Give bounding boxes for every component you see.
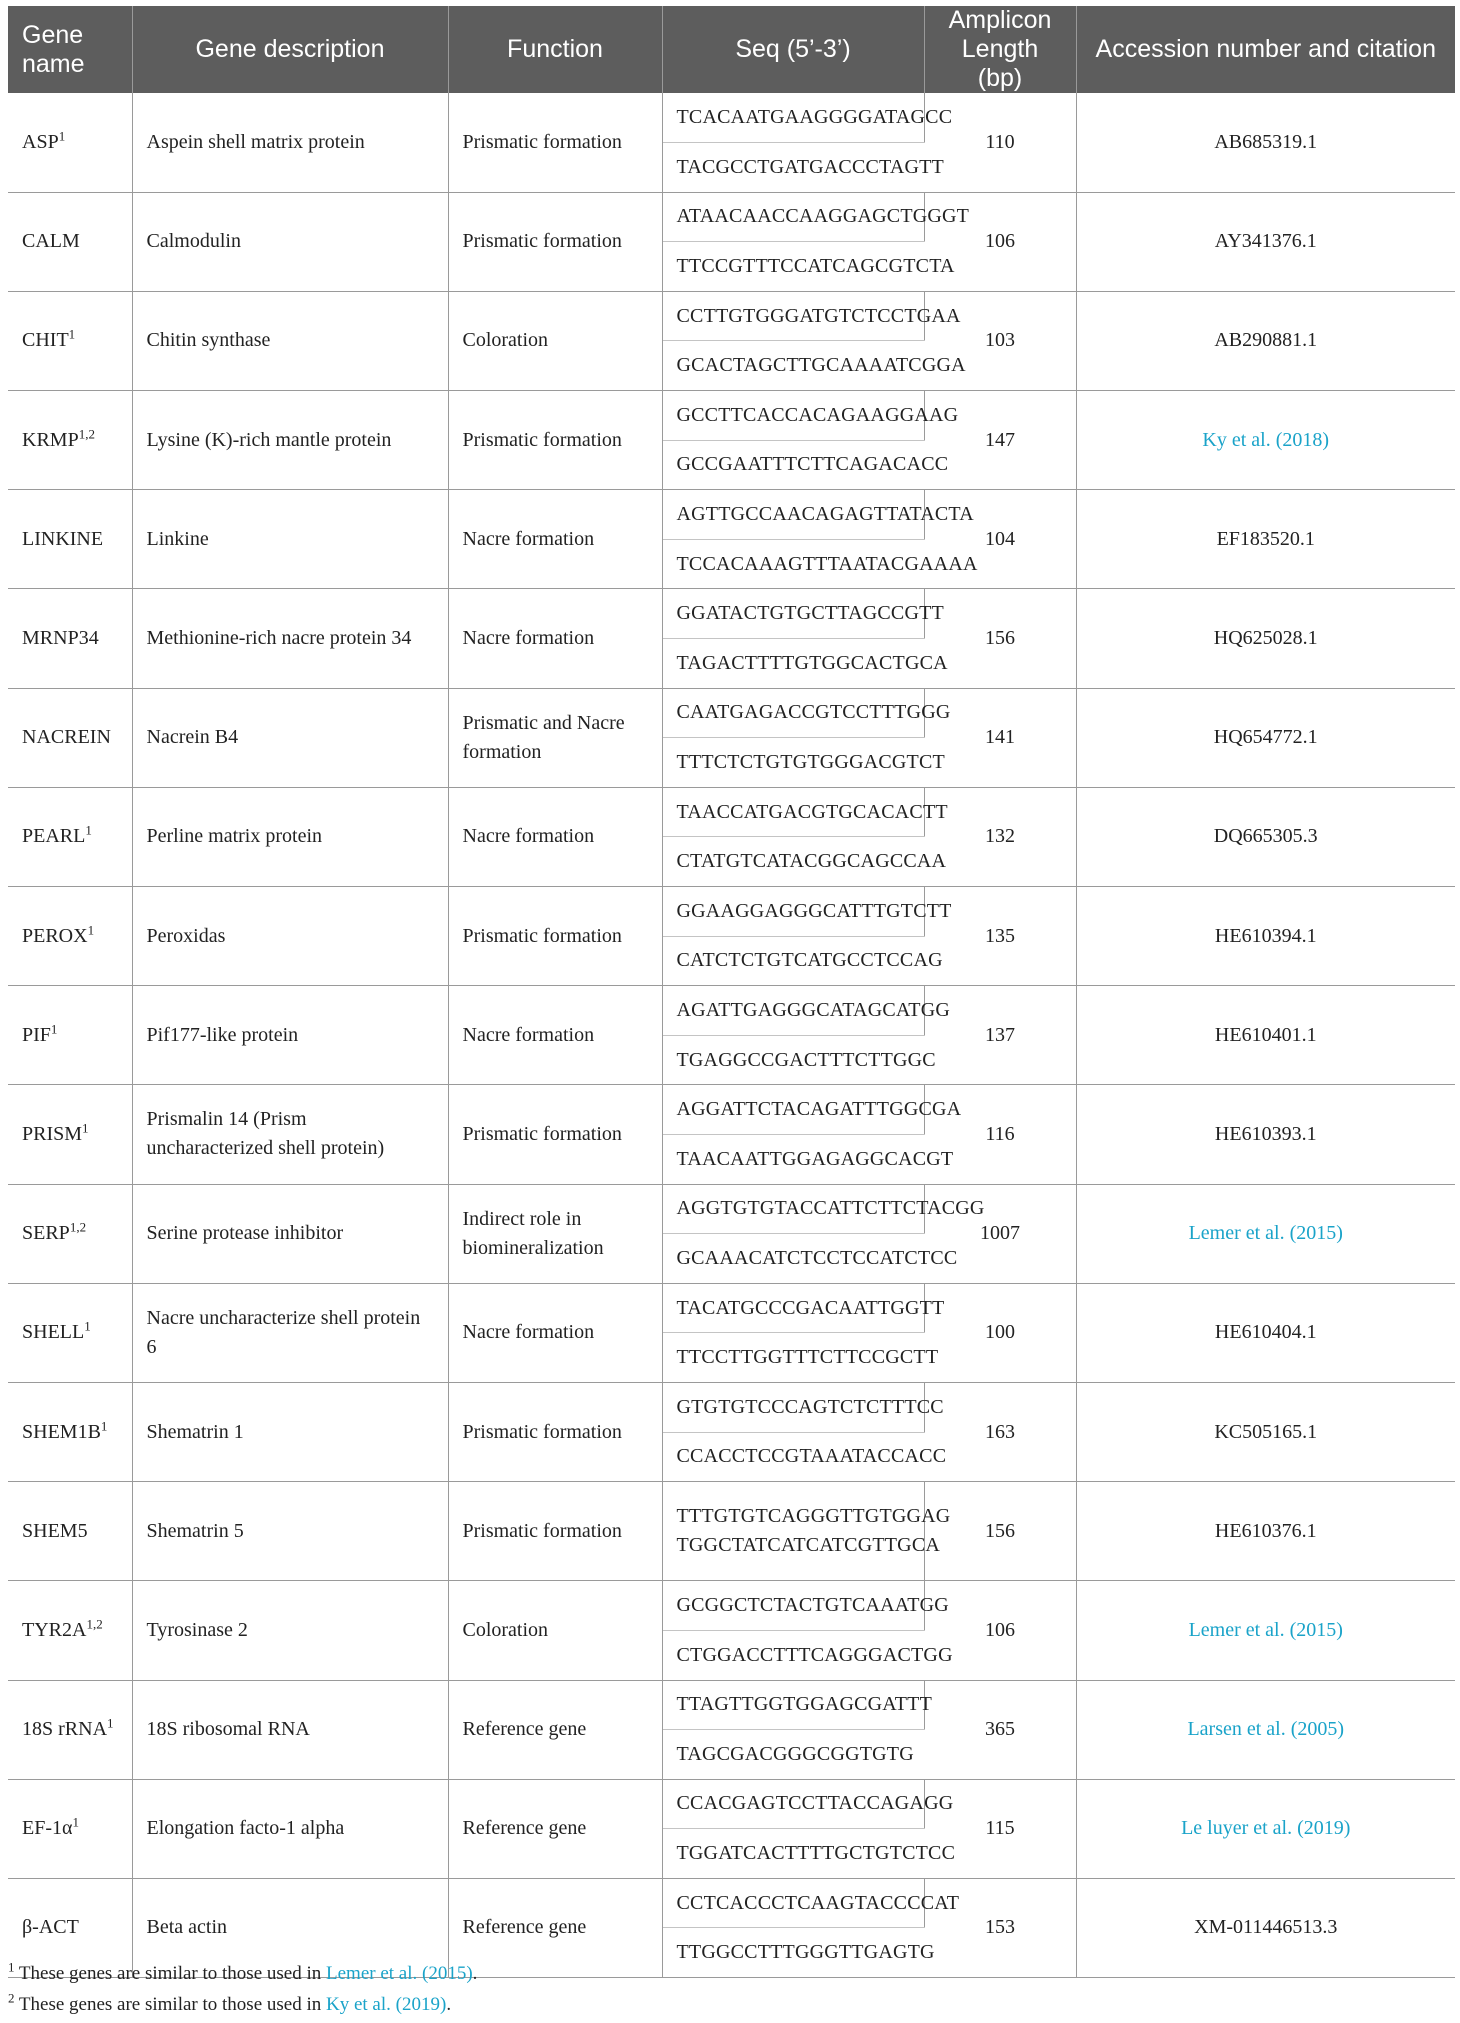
forward-primer-sequence: CCACGAGTCCTTACCAGAGG bbox=[662, 1779, 924, 1829]
gene-name: KRMP bbox=[22, 428, 79, 451]
accession-number: HQ654772.1 bbox=[1076, 688, 1455, 787]
reverse-primer-sequence: CTGGACCTTTCAGGGACTGG bbox=[662, 1630, 924, 1680]
gene-description: 18S ribosomal RNA bbox=[132, 1680, 448, 1779]
gene-name: SHEM1B bbox=[22, 1420, 101, 1443]
gene-footnote-mark: 1 bbox=[58, 128, 66, 144]
gene-name: PIF bbox=[22, 1023, 51, 1046]
gene-function: Prismatic formation bbox=[448, 93, 662, 192]
reverse-primer-sequence: TTCCGTTTCCATCAGCGTCTA bbox=[662, 242, 924, 292]
footnote-2-text: These genes are similar to those used in bbox=[14, 1994, 326, 2015]
reverse-primer-sequence: TACGCCTGATGACCCTAGTT bbox=[662, 143, 924, 193]
gene-name-cell bbox=[8, 986, 132, 1085]
gene-name-cell bbox=[8, 1779, 132, 1878]
header-gene-description: Gene description bbox=[132, 6, 448, 93]
gene-description: Shematrin 5 bbox=[132, 1482, 448, 1581]
gene-name: CHIT bbox=[22, 329, 69, 352]
amplicon-length: 156 bbox=[924, 589, 1076, 688]
gene-function: Nacre formation bbox=[448, 1283, 662, 1382]
forward-primer-sequence: CCTTGTGGGATGTCTCCTGAA bbox=[662, 291, 924, 341]
gene-name: ASP bbox=[22, 130, 59, 153]
table-row bbox=[8, 391, 1455, 441]
table-row bbox=[8, 787, 1455, 837]
header-accession: Accession number and citation bbox=[1076, 6, 1455, 93]
reverse-primer-sequence: TTGGCCTTTGGGTTGAGTG bbox=[662, 1928, 924, 1978]
gene-name-cell bbox=[8, 291, 132, 390]
gene-footnote-mark: 1,2 bbox=[86, 1616, 103, 1632]
gene-function: Prismatic formation bbox=[448, 192, 662, 291]
gene-name-cell bbox=[8, 887, 132, 986]
reverse-primer-sequence: CTATGTCATACGGCAGCCAA bbox=[662, 837, 924, 887]
amplicon-length: 135 bbox=[924, 887, 1076, 986]
accession-number: EF183520.1 bbox=[1076, 490, 1455, 589]
amplicon-length: 156 bbox=[924, 1482, 1076, 1581]
table-row bbox=[8, 291, 1455, 341]
gene-name: SERP bbox=[22, 1222, 70, 1245]
gene-name-cell bbox=[8, 787, 132, 886]
gene-function: Indirect role in biomineralization bbox=[448, 1184, 662, 1283]
amplicon-length: 116 bbox=[924, 1085, 1076, 1184]
gene-footnote-mark: 1 bbox=[100, 1417, 108, 1433]
citation-link[interactable]: Lemer et al. (2015) bbox=[1076, 1581, 1455, 1680]
gene-name-cell bbox=[8, 1680, 132, 1779]
forward-primer-sequence: AGGTGTGTACCATTCTTCTACGG bbox=[662, 1184, 924, 1234]
table-row bbox=[8, 1680, 1455, 1730]
gene-name-cell bbox=[8, 1581, 132, 1680]
footnotes bbox=[8, 1958, 1455, 2020]
gene-footnote-mark: 1,2 bbox=[69, 1219, 87, 1235]
gene-description: Chitin synthase bbox=[132, 291, 448, 390]
reverse-primer-sequence: TCCACAAAGTTTAATACGAAAA bbox=[662, 539, 924, 589]
gene-description: Nacrein B4 bbox=[132, 688, 448, 787]
gene-description: Serine protease inhibitor bbox=[132, 1184, 448, 1283]
accession-number: XM-011446513.3 bbox=[1076, 1878, 1455, 1977]
accession-number: HE610376.1 bbox=[1076, 1482, 1455, 1581]
forward-primer-sequence: AGATTGAGGGCATAGCATGG bbox=[662, 986, 924, 1036]
gene-name-cell bbox=[8, 589, 132, 688]
accession-number: HE610393.1 bbox=[1076, 1085, 1455, 1184]
table-row bbox=[8, 589, 1455, 639]
forward-primer-sequence: ATAACAACCAAGGAGCTGGGT bbox=[662, 192, 924, 242]
gene-name: β-ACT bbox=[22, 1916, 79, 1939]
forward-primer-sequence: GTGTGTCCCAGTCTCTTTCC bbox=[662, 1382, 924, 1432]
footnote-2-mark: 2 bbox=[8, 1990, 15, 2006]
gene-description: Methionine-rich nacre protein 34 bbox=[132, 589, 448, 688]
gene-footnote-mark: 1 bbox=[85, 822, 92, 838]
header-amplicon-length: Amplicon Length (bp) bbox=[924, 6, 1076, 93]
citation-link[interactable]: Larsen et al. (2005) bbox=[1076, 1680, 1455, 1779]
forward-primer-sequence: GCCTTCACCACAGAAGGAAG bbox=[662, 391, 924, 441]
accession-number: HQ625028.1 bbox=[1076, 589, 1455, 688]
gene-name: TYR2A bbox=[22, 1618, 87, 1641]
table-row bbox=[8, 1283, 1455, 1333]
footnote-1-citation-link[interactable]: Lemer et al. (2015) bbox=[326, 1963, 473, 1984]
header-function: Function bbox=[448, 6, 662, 93]
forward-primer-sequence: GGAAGGAGGGCATTTGTCTT bbox=[662, 887, 924, 937]
table-body bbox=[8, 93, 1455, 1978]
amplicon-length: 137 bbox=[924, 986, 1076, 1085]
gene-function: Nacre formation bbox=[448, 490, 662, 589]
gene-function: Coloration bbox=[448, 1581, 662, 1680]
gene-name-cell bbox=[8, 1184, 132, 1283]
amplicon-length: 115 bbox=[924, 1779, 1076, 1878]
table-row bbox=[8, 1184, 1455, 1234]
footnote-1-mark: 1 bbox=[8, 1959, 15, 1975]
gene-description: Linkine bbox=[132, 490, 448, 589]
accession-number: AB685319.1 bbox=[1076, 93, 1455, 192]
accession-number: AY341376.1 bbox=[1076, 192, 1455, 291]
amplicon-length: 163 bbox=[924, 1382, 1076, 1481]
accession-number: KC505165.1 bbox=[1076, 1382, 1455, 1481]
gene-footnote-mark: 1 bbox=[87, 921, 95, 937]
gene-name: PEROX bbox=[22, 924, 88, 947]
primer-table bbox=[8, 6, 1455, 1978]
forward-primer-sequence: CAATGAGACCGTCCTTTGGG bbox=[662, 688, 924, 738]
gene-name-cell bbox=[8, 1283, 132, 1382]
reverse-primer-sequence: TGGATCACTTTTGCTGTCTCC bbox=[662, 1829, 924, 1879]
header-gene-name: Gene name bbox=[8, 6, 132, 93]
footnote-1 bbox=[8, 1958, 1455, 1989]
gene-name-cell bbox=[8, 688, 132, 787]
primer-sequence-pair bbox=[662, 1482, 951, 1581]
gene-footnote-mark: 1 bbox=[82, 1120, 89, 1136]
table-row bbox=[8, 887, 1455, 937]
reverse-primer-sequence: TGGCTATCATCATCGTTGCA bbox=[676, 1534, 941, 1557]
gene-function: Nacre formation bbox=[448, 787, 662, 886]
gene-footnote-mark: 1 bbox=[68, 326, 76, 342]
gene-function: Prismatic formation bbox=[448, 1382, 662, 1481]
reverse-primer-sequence: GCCGAATTTCTTCAGACACC bbox=[662, 440, 924, 490]
gene-description: Elongation facto-1 alpha bbox=[132, 1779, 448, 1878]
gene-description: Aspein shell matrix protein bbox=[132, 93, 448, 192]
amplicon-length: 103 bbox=[924, 291, 1076, 390]
amplicon-length: 365 bbox=[924, 1680, 1076, 1779]
gene-function: Prismatic formation bbox=[448, 1085, 662, 1184]
gene-name: EF-1α bbox=[22, 1817, 73, 1840]
gene-description: Tyrosinase 2 bbox=[132, 1581, 448, 1680]
reverse-primer-sequence: CCACCTCCGTAAATACCACC bbox=[662, 1432, 924, 1482]
forward-primer-sequence: TCACAATGAAGGGGATAGCC bbox=[662, 93, 924, 143]
reverse-primer-sequence: TTTCTCTGTGTGGGACGTCT bbox=[662, 738, 924, 788]
table-row bbox=[8, 1581, 1455, 1631]
amplicon-length: 132 bbox=[924, 787, 1076, 886]
reverse-primer-sequence: TAGACTTTTGTGGCACTGCA bbox=[662, 639, 924, 689]
gene-name-cell bbox=[8, 490, 132, 589]
amplicon-length: 153 bbox=[924, 1878, 1076, 1977]
gene-function: Prismatic formation bbox=[448, 1482, 662, 1581]
table-row bbox=[8, 1382, 1455, 1432]
table-row bbox=[8, 1878, 1455, 1928]
gene-name-cell bbox=[8, 1085, 132, 1184]
gene-name: LINKINE bbox=[22, 527, 104, 550]
gene-footnote-mark: 1 bbox=[72, 1814, 79, 1830]
gene-function: Nacre formation bbox=[448, 986, 662, 1085]
forward-primer-sequence: GGATACTGTGCTTAGCCGTT bbox=[662, 589, 924, 639]
gene-name-cell bbox=[8, 1482, 132, 1581]
citation-link[interactable]: Le luyer et al. (2019) bbox=[1076, 1779, 1455, 1878]
forward-primer-sequence: AGTTGCCAACAGAGTTATACTA bbox=[662, 490, 924, 540]
footnote-1-end: . bbox=[472, 1963, 478, 1984]
gene-description: Peroxidas bbox=[132, 887, 448, 986]
gene-function: Prismatic and Nacre formation bbox=[448, 688, 662, 787]
gene-function: Prismatic formation bbox=[448, 887, 662, 986]
gene-footnote-mark: 1 bbox=[107, 1715, 114, 1731]
primer-table-container bbox=[8, 6, 1455, 1978]
reverse-primer-sequence: TGAGGCCGACTTTCTTGGC bbox=[662, 1035, 924, 1085]
amplicon-length: 104 bbox=[924, 490, 1076, 589]
amplicon-length: 141 bbox=[924, 688, 1076, 787]
gene-function: Reference gene bbox=[448, 1680, 662, 1779]
amplicon-length: 147 bbox=[924, 391, 1076, 490]
accession-number: HE610394.1 bbox=[1076, 887, 1455, 986]
gene-name: PRISM bbox=[22, 1122, 83, 1145]
table-header-row bbox=[8, 6, 1455, 93]
gene-function: Reference gene bbox=[448, 1779, 662, 1878]
forward-primer-sequence: GCGGCTCTACTGTCAAATGG bbox=[662, 1581, 924, 1631]
gene-description: Perline matrix protein bbox=[132, 787, 448, 886]
citation-link[interactable]: Ky et al. (2018) bbox=[1076, 391, 1455, 490]
footnote-2-citation-link[interactable]: Ky et al. (2019) bbox=[326, 1994, 447, 2015]
reverse-primer-sequence: GCAAACATCTCCTCCATCTCC bbox=[662, 1234, 924, 1284]
gene-description: Lysine (K)-rich mantle protein bbox=[132, 391, 448, 490]
gene-name: 18S rRNA bbox=[22, 1718, 108, 1741]
amplicon-length: 106 bbox=[924, 192, 1076, 291]
citation-link[interactable]: Lemer et al. (2015) bbox=[1076, 1184, 1455, 1283]
forward-primer-sequence: TTAGTTGGTGGAGCGATTT bbox=[662, 1680, 924, 1730]
table-row bbox=[8, 1779, 1455, 1829]
gene-description: Calmodulin bbox=[132, 192, 448, 291]
amplicon-length: 100 bbox=[924, 1283, 1076, 1382]
gene-name: NACREIN bbox=[22, 726, 111, 749]
forward-primer-sequence: TTTGTGTCAGGGTTGTGGAG bbox=[676, 1505, 951, 1528]
footnote-2-end: . bbox=[446, 1994, 452, 2015]
reverse-primer-sequence: GCACTAGCTTGCAAAATCGGA bbox=[662, 341, 924, 391]
table-row bbox=[8, 192, 1455, 242]
forward-primer-sequence: TACATGCCCGACAATTGGTT bbox=[662, 1283, 924, 1333]
gene-description: Prismalin 14 (Prism uncharacterized shell protein) bbox=[132, 1085, 448, 1184]
gene-name: MRNP34 bbox=[22, 627, 99, 650]
gene-footnote-mark: 1 bbox=[84, 1318, 91, 1334]
amplicon-length: 1007 bbox=[924, 1184, 1076, 1283]
gene-name-cell bbox=[8, 93, 132, 192]
gene-name-cell bbox=[8, 391, 132, 490]
reverse-primer-sequence: TTCCTTGGTTTCTTCCGCTT bbox=[662, 1333, 924, 1383]
gene-function: Prismatic formation bbox=[448, 391, 662, 490]
gene-function: Coloration bbox=[448, 291, 662, 390]
gene-name-cell bbox=[8, 192, 132, 291]
reverse-primer-sequence: TAGCGACGGGCGGTGTG bbox=[662, 1730, 924, 1780]
gene-footnote-mark: 1,2 bbox=[78, 426, 95, 441]
gene-name: PEARL bbox=[22, 825, 86, 848]
accession-number: HE610401.1 bbox=[1076, 986, 1455, 1085]
table-row bbox=[8, 1482, 1455, 1581]
gene-function: Nacre formation bbox=[448, 589, 662, 688]
amplicon-length: 106 bbox=[924, 1581, 1076, 1680]
footnote-2 bbox=[8, 1989, 1455, 2020]
gene-name: SHELL bbox=[22, 1321, 85, 1344]
gene-description: Pif177-like protein bbox=[132, 986, 448, 1085]
forward-primer-sequence: AGGATTCTACAGATTTGGCGA bbox=[662, 1085, 924, 1135]
gene-name: SHEM5 bbox=[22, 1519, 88, 1542]
gene-name: CALM bbox=[22, 230, 80, 253]
table-row bbox=[8, 986, 1455, 1036]
table-row bbox=[8, 1085, 1455, 1135]
gene-description: Beta actin bbox=[132, 1878, 448, 1977]
gene-description: Shematrin 1 bbox=[132, 1382, 448, 1481]
accession-number: DQ665305.3 bbox=[1076, 787, 1455, 886]
accession-number: HE610404.1 bbox=[1076, 1283, 1455, 1382]
gene-name-cell bbox=[8, 1382, 132, 1481]
gene-function: Reference gene bbox=[448, 1878, 662, 1977]
header-seq: Seq (5’-3’) bbox=[662, 6, 924, 93]
gene-footnote-mark: 1 bbox=[50, 1021, 58, 1037]
amplicon-length: 110 bbox=[924, 93, 1076, 192]
accession-number: AB290881.1 bbox=[1076, 291, 1455, 390]
table-row bbox=[8, 490, 1455, 540]
reverse-primer-sequence: TAACAATTGGAGAGGCACGT bbox=[662, 1134, 924, 1184]
gene-description: Nacre uncharacterize shell protein 6 bbox=[132, 1283, 448, 1382]
forward-primer-sequence: CCTCACCCTCAAGTACCCCAT bbox=[662, 1878, 924, 1928]
reverse-primer-sequence: CATCTCTGTCATGCCTCCAG bbox=[662, 936, 924, 986]
forward-primer-sequence: TAACCATGACGTGCACACTT bbox=[662, 787, 924, 837]
table-row bbox=[8, 93, 1455, 143]
table-row bbox=[8, 688, 1455, 738]
footnote-1-text: These genes are similar to those used in bbox=[14, 1963, 326, 1984]
